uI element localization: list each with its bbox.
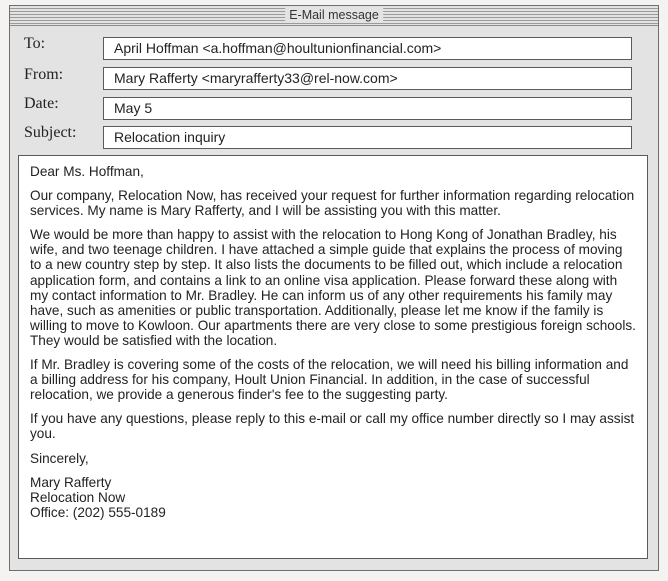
date-label: Date: — [24, 95, 59, 112]
subject-field[interactable]: Relocation inquiry — [103, 126, 632, 149]
signature-company: Relocation Now — [30, 489, 126, 505]
from-label: From: — [24, 66, 64, 83]
email-window — [9, 5, 659, 571]
from-field[interactable]: Mary Rafferty <maryrafferty33@rel-now.com> — [103, 67, 632, 90]
to-label: To: — [24, 35, 46, 52]
greeting: Dear Ms. Hoffman, — [30, 164, 144, 179]
paragraph-2: We would be more than happy to assist with the relocation to Hong Kong of Jonathan Bradley, his wife, and two teenage children. I have attached a simple guide that explains the process of moving to a new country step by step. It also lists the documents to be filled out, which include a relocation application form, and contains a link to an online visa application. Please forward these along with my contact information to Mr. Bradley. He can inform us of any other requirements his family may have, such as amenities or public transportation. Additionally, please let me know if the family is willing to move to Kowloon. Our apartments there are very close to some prestigious foreign schools. They would be satisfied with the location. — [30, 227, 636, 348]
signature-office: Office: (202) 555-0189 — [30, 504, 166, 520]
paragraph-3: If Mr. Bradley is covering some of the costs of the relocation, we will need his billing information and a billing address for his company, Hoult Union Financial. In addition, in the case of successful relocation, we provide a generous finder's fee to the suggesting party. — [30, 357, 629, 403]
to-field[interactable]: April Hoffman <a.hoffman@houltunionfinancial.com> — [103, 37, 632, 60]
signature-name: Mary Rafferty — [30, 474, 112, 490]
paragraph-4: If you have any questions, please reply to this e-mail or call my office number directly so I may assist you. — [30, 411, 635, 442]
paragraph-1: Our company, Relocation Now, has received your request for further information regarding relocation services. My name is Mary Rafferty, and I will be assisting you with this matter. — [30, 188, 635, 219]
closing: Sincerely, — [30, 450, 89, 466]
subject-label: Subject: — [24, 124, 77, 141]
date-field[interactable]: May 5 — [103, 97, 632, 120]
title-bar — [10, 6, 658, 26]
message-body[interactable] — [18, 155, 648, 559]
window-title: E-Mail message — [285, 8, 383, 23]
